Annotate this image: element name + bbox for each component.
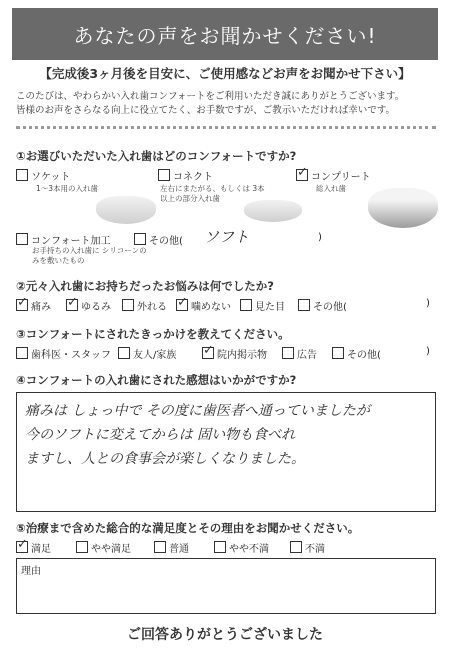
partial-denture-image bbox=[96, 196, 156, 224]
q1-question: ①お選びいただいた入れ歯はどのコンフォートですか? bbox=[16, 149, 297, 163]
q2-option-label: 見た目 bbox=[255, 302, 285, 313]
q4-answer-line: 今のソフトに変えてからは 固い物も食べれ bbox=[25, 427, 296, 443]
q3-option-advert[interactable] bbox=[282, 346, 317, 361]
q5-option-somewhat-dissatisfied[interactable] bbox=[214, 540, 269, 555]
q1-checkbox-processing[interactable] bbox=[16, 233, 28, 245]
q4-question: ④コンフォートの入れ歯にされた感想はいかがですか? bbox=[16, 373, 297, 387]
q1-checkbox-connect[interactable] bbox=[158, 169, 170, 181]
complete-denture-image bbox=[368, 188, 438, 228]
q3-option-clinic-poster[interactable] bbox=[202, 346, 267, 361]
q2-option-pain[interactable] bbox=[16, 298, 51, 313]
q1-other-label: その他( bbox=[149, 236, 183, 247]
q2-option-label: その他( bbox=[313, 302, 347, 313]
q3-checkbox[interactable] bbox=[332, 347, 344, 359]
q3-checkbox[interactable] bbox=[118, 347, 130, 359]
q5-option-satisfied[interactable] bbox=[16, 540, 51, 555]
q2-checkbox[interactable] bbox=[298, 299, 310, 311]
q2-option-other[interactable] bbox=[298, 298, 347, 313]
q1-option-label: コネクト bbox=[173, 172, 213, 183]
q3-option-label: その他( bbox=[347, 350, 381, 361]
q5-checkbox[interactable] bbox=[290, 541, 302, 553]
page-title: あなたの声をお聞かせください! bbox=[73, 23, 377, 48]
q2-option-label: 外れる bbox=[137, 302, 167, 313]
q4-answer-line: 痛みは しょっ中で その度に歯医者へ通っていましたが bbox=[25, 403, 370, 419]
q1-option-socket[interactable] bbox=[16, 168, 70, 183]
q5-option-label: やや満足 bbox=[91, 544, 131, 555]
q2-option-cannot-chew[interactable] bbox=[176, 298, 231, 313]
q1-note-connect: 左右にまたがる、もしくは 3本以上の部分入れ歯 bbox=[160, 184, 265, 203]
q5-option-label: 不満 bbox=[305, 544, 325, 555]
q1-option-connect[interactable] bbox=[158, 168, 213, 183]
q2-option-appearance[interactable] bbox=[240, 298, 285, 313]
q3-option-dentist[interactable] bbox=[16, 346, 111, 361]
q3-other-close: ) bbox=[426, 346, 430, 357]
q3-checkbox[interactable] bbox=[16, 347, 28, 359]
q2-option-falls-out[interactable] bbox=[122, 298, 167, 313]
q1-checkbox-socket[interactable] bbox=[16, 169, 28, 181]
q5-option-neutral[interactable] bbox=[154, 540, 189, 555]
q5-option-label: 満足 bbox=[31, 544, 51, 555]
q3-checkbox[interactable] bbox=[202, 347, 214, 359]
q5-question: ⑤治療まで含めた総合的な満足度とその理由をお聞かせください。 bbox=[16, 521, 360, 535]
q1-note-complete: 総入れ歯 bbox=[316, 184, 346, 193]
q5-option-somewhat-satisfied[interactable] bbox=[76, 540, 131, 555]
intro-line-1: このたびは、やわらかい入れ歯コンフォートをご利用いただき誠にありがとうございます。 bbox=[16, 91, 405, 102]
q3-question: ③コンフォートにされたきっかけを教えてください。 bbox=[16, 327, 290, 341]
q3-option-other[interactable] bbox=[332, 346, 381, 361]
q5-checkbox[interactable] bbox=[214, 541, 226, 553]
q2-checkbox[interactable] bbox=[240, 299, 252, 311]
q2-option-label: 噛めない bbox=[191, 302, 231, 313]
q5-reason-label: 理由 bbox=[21, 566, 41, 577]
q1-option-complete[interactable] bbox=[296, 168, 371, 183]
q1-other-value[interactable]: ソフト bbox=[204, 228, 250, 246]
q2-option-loose[interactable] bbox=[66, 298, 111, 313]
q5-checkbox[interactable] bbox=[76, 541, 88, 553]
dotted-divider bbox=[16, 126, 436, 129]
q5-option-dissatisfied[interactable] bbox=[290, 540, 325, 555]
q1-note-processing: お手持ちの入れ歯に シリコーンのみを敷いたもの bbox=[32, 246, 147, 265]
subtitle: 【完成後3ヶ月後を目安に、ご使用感などお声をお聞かせ下さい】 bbox=[39, 66, 411, 81]
q3-option-friend-family[interactable] bbox=[118, 346, 176, 361]
page-header bbox=[12, 8, 438, 60]
q1-checkbox-complete[interactable] bbox=[296, 169, 308, 181]
q5-checkbox[interactable] bbox=[154, 541, 166, 553]
q1-option-label: コンプリート bbox=[311, 172, 371, 183]
q1-option-processing[interactable] bbox=[16, 232, 111, 247]
q2-question: ②元々入れ歯にお持ちだったお悩みは何でしたか? bbox=[16, 279, 274, 293]
q2-checkbox[interactable] bbox=[16, 299, 28, 311]
q1-other-close: ) bbox=[318, 232, 322, 243]
q5-option-label: 普通 bbox=[169, 544, 189, 555]
q1-option-label: コンフォート加工 bbox=[31, 236, 111, 247]
q5-reason-box[interactable] bbox=[16, 558, 436, 614]
q2-checkbox[interactable] bbox=[122, 299, 134, 311]
q3-option-label: 広告 bbox=[297, 350, 317, 361]
q3-checkbox[interactable] bbox=[282, 347, 294, 359]
q1-option-other[interactable] bbox=[134, 232, 183, 247]
q5-option-label: やや不満 bbox=[229, 544, 269, 555]
q2-option-label: 痛み bbox=[31, 302, 51, 313]
q3-option-label: 院内掲示物 bbox=[217, 350, 267, 361]
q1-note-socket: 1〜3本用の入れ歯 bbox=[36, 184, 99, 193]
q5-checkbox[interactable] bbox=[16, 541, 28, 553]
q4-answer-box[interactable] bbox=[16, 392, 436, 512]
q2-other-close: ) bbox=[426, 298, 430, 309]
q2-option-label: ゆるみ bbox=[81, 302, 111, 313]
q1-checkbox-other[interactable] bbox=[134, 233, 146, 245]
q3-option-label: 友人/家族 bbox=[133, 350, 177, 361]
q1-option-label: ソケット bbox=[31, 172, 71, 183]
connect-denture-image bbox=[244, 200, 302, 222]
q4-answer-line: ますし、人との食事会が楽しくなりました。 bbox=[25, 451, 305, 467]
q3-option-label: 歯科医・スタッフ bbox=[31, 350, 111, 361]
q2-checkbox[interactable] bbox=[66, 299, 78, 311]
q2-checkbox[interactable] bbox=[176, 299, 188, 311]
intro-line-2: 皆様のお声をさらなる向上に役立てたく、お手数ですが、ご教示いただければ幸いです。 bbox=[16, 105, 396, 116]
footer-thanks: ご回答ありがとうございました bbox=[127, 627, 323, 643]
